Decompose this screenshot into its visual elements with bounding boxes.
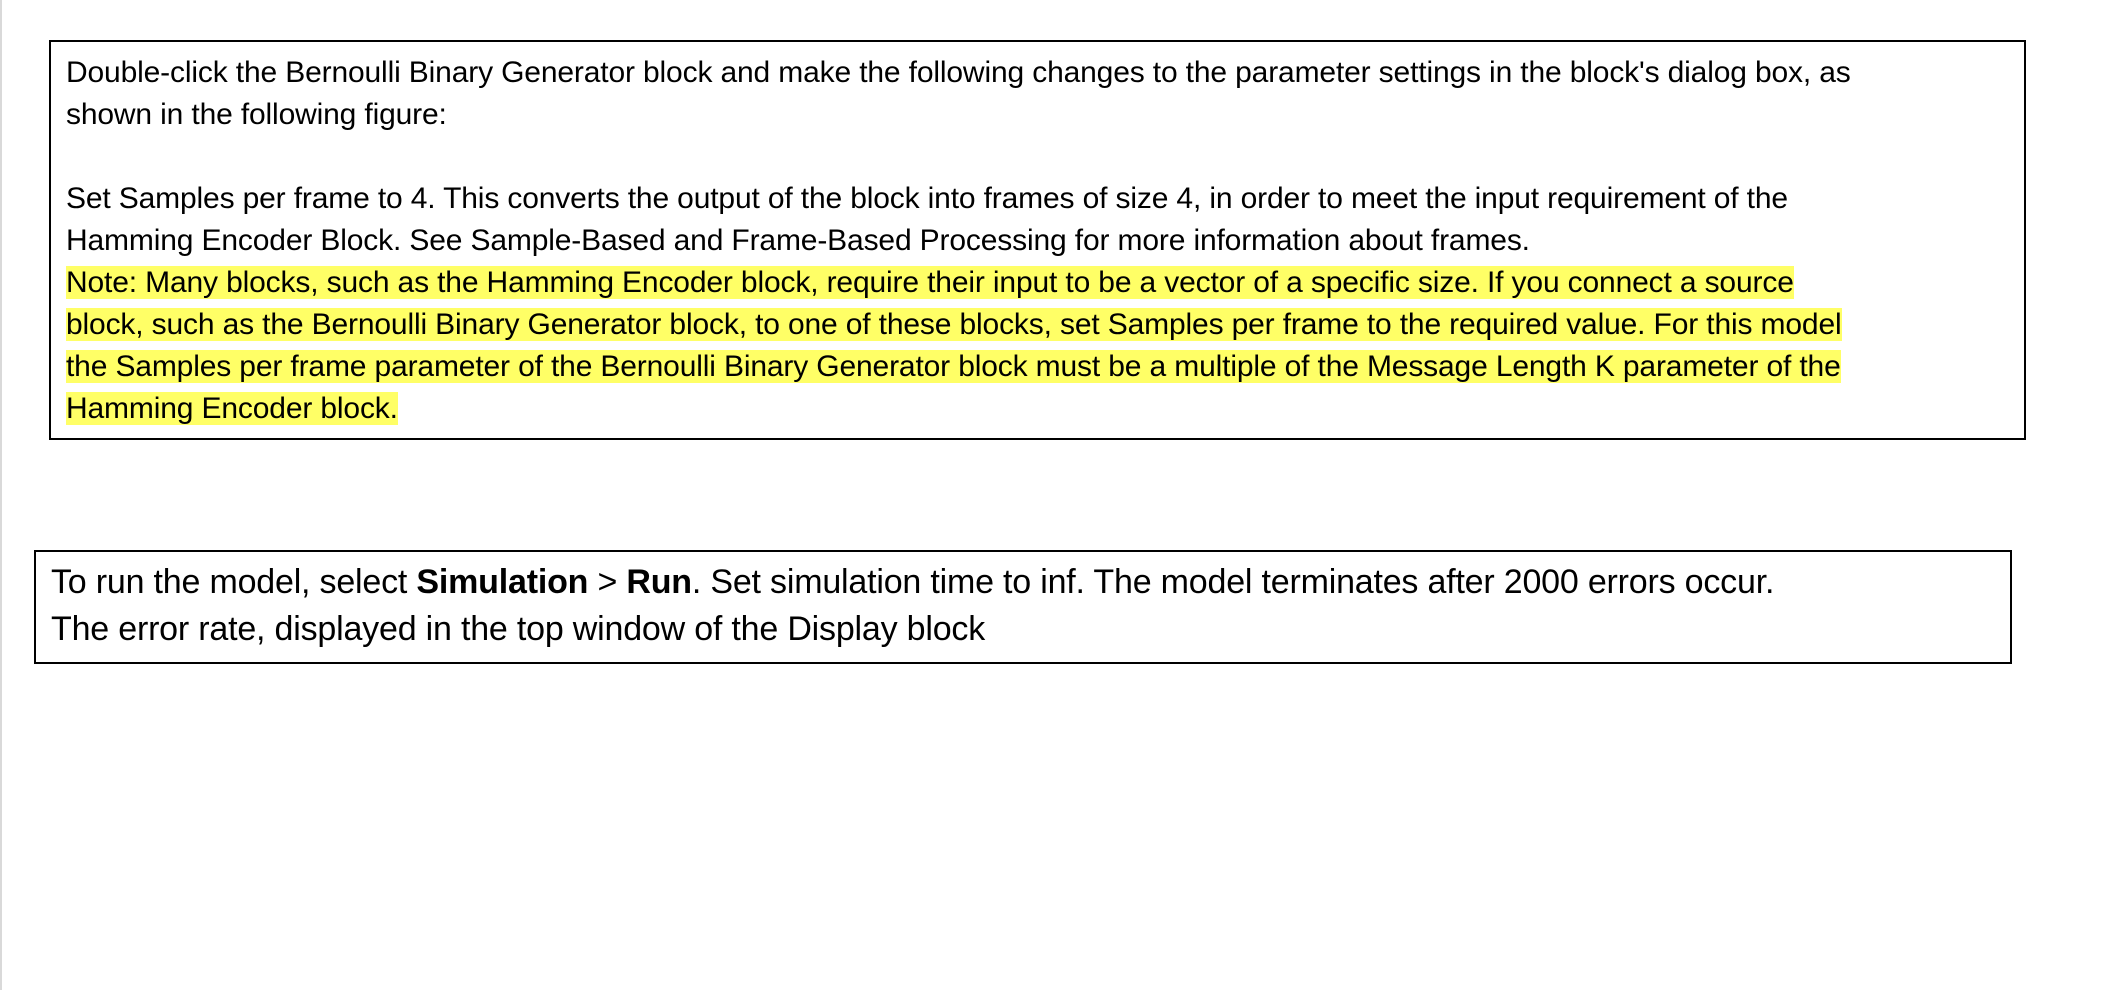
intro-line-2: shown in the following figure: bbox=[66, 98, 447, 131]
intro-line-1: Double-click the Bernoulli Binary Generator block and make the following changes to the parameter settings in the block's dialog box, as bbox=[66, 56, 1851, 89]
body-line-2: Hamming Encoder Block. See Sample-Based and Frame-Based Processing for more information about frames. bbox=[66, 224, 1530, 257]
note-highlight: Hamming Encoder block. bbox=[66, 392, 398, 425]
instruction-box-parameters bbox=[49, 40, 2026, 440]
note-highlight: block, such as the Bernoulli Binary Generator block, to one of these blocks, set Samples per frame to the required value. For this model bbox=[66, 308, 1842, 341]
run-prefix: To run the model, select bbox=[51, 563, 417, 601]
page-edge bbox=[0, 0, 2, 990]
note-line-3 bbox=[66, 346, 2010, 388]
menu-separator: > bbox=[588, 563, 627, 601]
menu-item-run: Run bbox=[626, 563, 692, 601]
instruction-box-run bbox=[34, 550, 2012, 664]
run-line-2: The error rate, displayed in the top window of the Display block bbox=[51, 610, 986, 648]
body-line-1: Set Samples per frame to 4. This converts the output of the block into frames of size 4, in order to meet the input requirement of the bbox=[66, 182, 1788, 215]
note-line-1 bbox=[66, 262, 2010, 304]
note-highlight: the Samples per frame parameter of the Bernoulli Binary Generator block must be a multiple of the Message Length K parameter of the bbox=[66, 350, 1841, 383]
note-line-2 bbox=[66, 304, 2010, 346]
note-highlight: Note: Many blocks, such as the Hamming Encoder block, require their input to be a vector of a specific size. If you connect a source bbox=[66, 266, 1794, 299]
menu-simulation: Simulation bbox=[416, 563, 589, 601]
note-line-4 bbox=[66, 388, 2010, 430]
run-line-1 bbox=[51, 559, 1996, 606]
run-suffix: . Set simulation time to inf. The model terminates after 2000 errors occur. bbox=[691, 563, 1775, 601]
paragraph-gap bbox=[66, 136, 2010, 178]
